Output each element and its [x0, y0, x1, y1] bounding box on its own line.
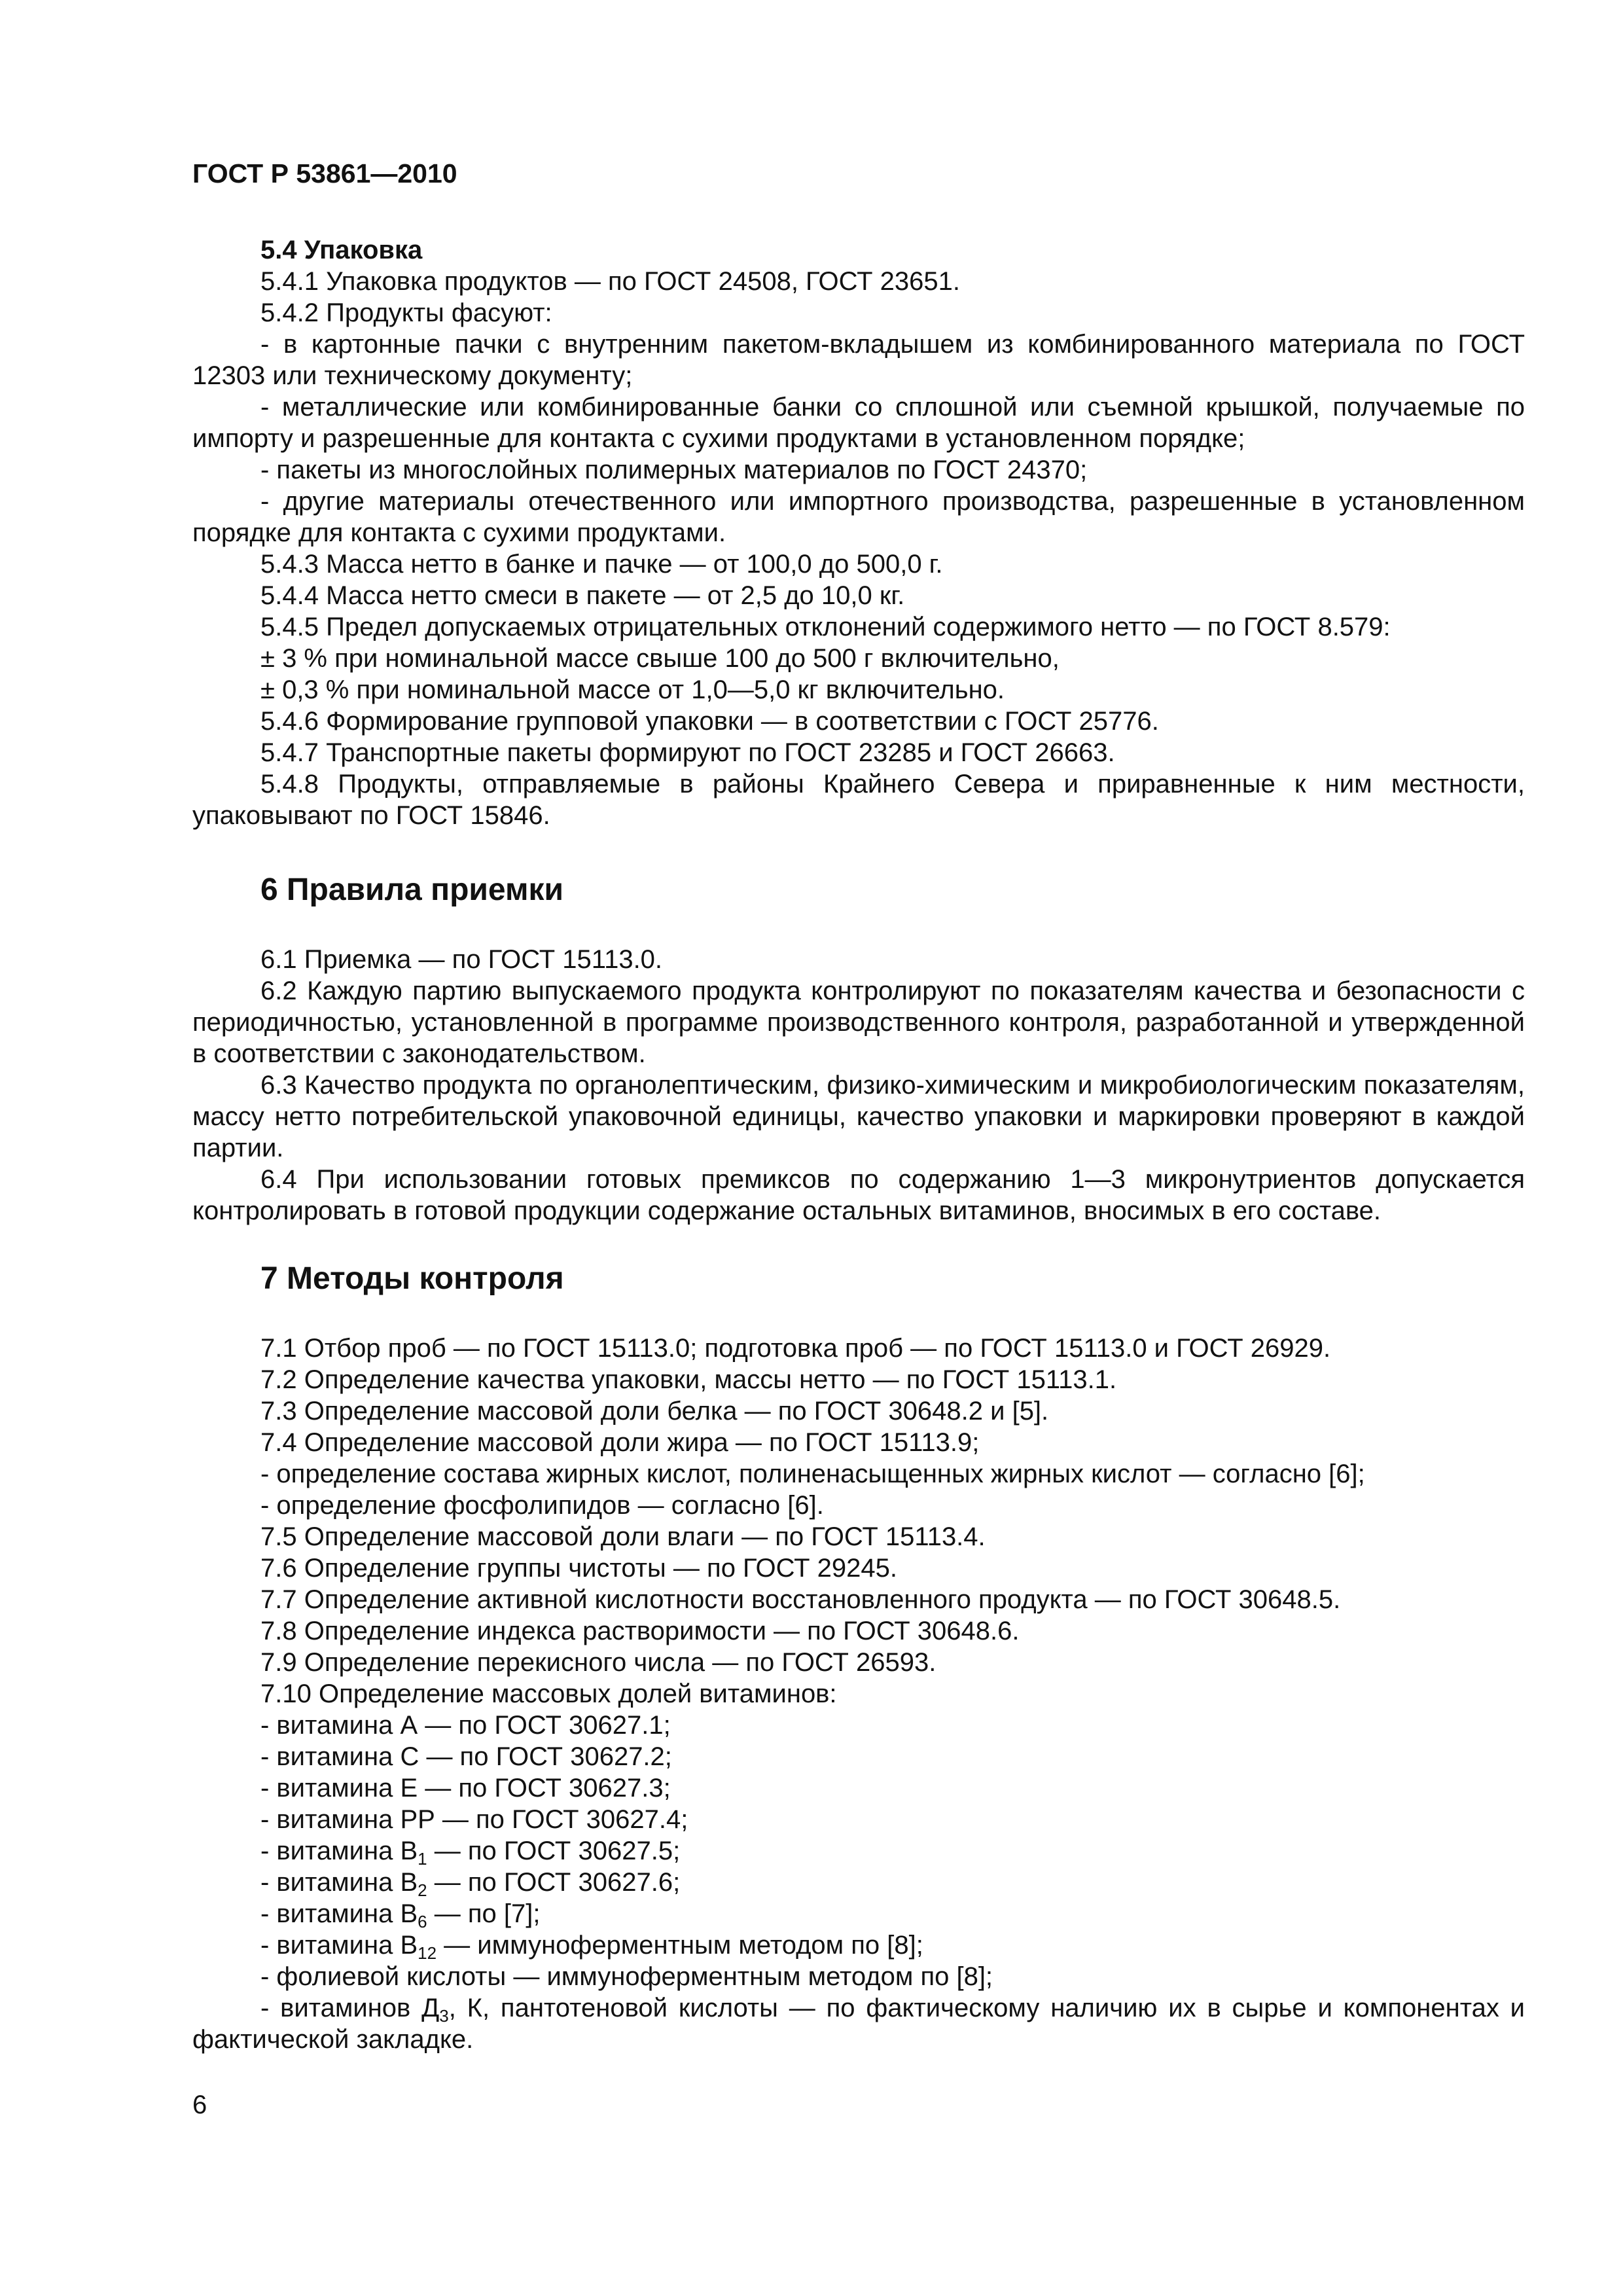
list-item-polymer-bags: - пакеты из многослойных полимерных материалов по ГОСТ 24370; [260, 456, 1088, 484]
paragraph-5-4-6: 5.4.6 Формирование групповой упаковки — в соответствии с ГОСТ 25776. [260, 707, 1159, 736]
tolerance-line-2: ± 0,3 % при номинальной массе от 1,0—5,0 кг включительно. [260, 675, 1005, 704]
vitamin-b2-subscript: 2 [418, 1880, 427, 1900]
subsection-heading-packaging: 5.4 Упаковка [260, 236, 423, 264]
document-page [192, 157, 1525, 2055]
vitamin-b6-subscript: 6 [418, 1912, 427, 1931]
vitamin-b6-suffix: — по [7]; [427, 1899, 541, 1928]
paragraph-6-3: 6.3 Качество продукта по органолептическим, физико-химическим и микробиологическим показателям, массу нетто потребительской упаковочной единицы, качество упаковки и маркировки проверяют в каждой партии. [192, 1071, 1525, 1162]
paragraph-7-8: 7.8 Определение индекса растворимости — по ГОСТ 30648.6. [260, 1617, 1020, 1645]
vitamin-d3-prefix: - витаминов Д [260, 1994, 440, 2022]
vitamin-b12-prefix: - витамина В [260, 1931, 418, 1960]
list-item-phospholipids: - определение фосфолипидов — согласно [6]. [260, 1491, 824, 1520]
paragraph-5-4-1: 5.4.1 Упаковка продуктов — по ГОСТ 24508, ГОСТ 23651. [260, 267, 961, 296]
vitamin-b2-suffix: — по ГОСТ 30627.6; [427, 1868, 681, 1897]
paragraph-5-4-3: 5.4.3 Масса нетто в банке и пачке — от 100,0 до 500,0 г. [260, 550, 943, 579]
paragraph-7-9: 7.9 Определение перекисного числа — по ГОСТ 26593. [260, 1648, 936, 1677]
paragraph-7-2: 7.2 Определение качества упаковки, массы нетто — по ГОСТ 15113.1. [260, 1365, 1117, 1394]
list-item-vitamin-d3 [192, 1992, 1525, 2055]
list-item-other-materials: - другие материалы отечественного или импортного производства, разрешенные в установленном порядке для контакта с сухими продуктами. [192, 487, 1525, 547]
list-item-folic-acid: - фолиевой кислоты — иммуноферментным методом по [8]; [260, 1962, 993, 1991]
vitamin-d3-suffix: , К, пантотеновой кислоты — по фактическому наличию их в сырье и компонентах и фактической закладке. [192, 1994, 1525, 2054]
list-item-vitamin-b2 [192, 1867, 1525, 1898]
list-item-vitamin-c: - витамина С — по ГОСТ 30627.2; [260, 1742, 672, 1771]
paragraph-7-10: 7.10 Определение массовых долей витаминов: [260, 1679, 837, 1708]
vitamin-b2-prefix: - витамина В [260, 1868, 418, 1897]
list-item-vitamin-b12 [192, 1929, 1525, 1961]
list-item-fatty-acids: - определение состава жирных кислот, полиненасыщенных жирных кислот — согласно [6]; [260, 1460, 1365, 1488]
vitamin-b12-suffix: — иммуноферментным методом по [8]; [437, 1931, 923, 1960]
paragraph-7-1: 7.1 Отбор проб — по ГОСТ 15113.0; подготовка проб — по ГОСТ 15113.0 и ГОСТ 26929. [260, 1334, 1331, 1363]
paragraph-5-4-4: 5.4.4 Масса нетто смеси в пакете — от 2,5 до 10,0 кг. [260, 581, 905, 610]
vitamin-b12-subscript: 12 [418, 1943, 437, 1963]
paragraph-6-4: 6.4 При использовании готовых премиксов по содержанию 1—3 микронутриентов допускается контролировать в готовой продукции содержание остальных витаминов, вносимых в его составе. [192, 1165, 1525, 1225]
paragraph-7-4: 7.4 Определение массовой доли жира — по ГОСТ 15113.9; [260, 1428, 980, 1457]
paragraph-5-4-7: 5.4.7 Транспортные пакеты формируют по ГОСТ 23285 и ГОСТ 26663. [260, 738, 1115, 767]
paragraph-7-6: 7.6 Определение группы чистоты — по ГОСТ 29245. [260, 1554, 898, 1583]
vitamin-b6-prefix: - витамина В [260, 1899, 418, 1928]
vitamin-d3-subscript: 3 [439, 2006, 449, 2026]
paragraph-5-4-2: 5.4.2 Продукты фасуют: [260, 298, 552, 327]
paragraph-6-2: 6.2 Каждую партию выпускаемого продукта контролируют по показателям качества и безопасности с периодичностью, установленной в программе производственного контроля, разработанной и утвержденной в соответствии с законодательством. [192, 977, 1525, 1068]
list-item-vitamin-pp: - витамина РР — по ГОСТ 30627.4; [260, 1805, 688, 1834]
paragraph-7-3: 7.3 Определение массовой доли белка — по ГОСТ 30648.2 и [5]. [260, 1397, 1049, 1426]
section-title-acceptance: 6 Правила приемки [260, 872, 564, 907]
list-item-vitamin-b6 [192, 1898, 1525, 1929]
paragraph-7-7: 7.7 Определение активной кислотности восстановленного продукта — по ГОСТ 30648.5. [260, 1585, 1341, 1614]
list-item-cardboard-packs: - в картонные пачки с внутренним пакетом-вкладышем из комбинированного материала по ГОСТ 12303 или техническому документу; [192, 330, 1525, 390]
page-number: 6 [192, 2090, 207, 2119]
list-item-vitamin-e: - витамина Е — по ГОСТ 30627.3; [260, 1774, 671, 1803]
list-item-vitamin-b1 [192, 1835, 1525, 1867]
vitamin-b1-subscript: 1 [418, 1849, 427, 1869]
paragraph-5-4-8: 5.4.8 Продукты, отправляемые в районы Крайнего Севера и приравненные к ним местности, упаковывают по ГОСТ 15846. [192, 770, 1525, 830]
vitamin-b1-suffix: — по ГОСТ 30627.5; [427, 1837, 681, 1865]
list-item-metal-cans: - металлические или комбинированные банки со сплошной или съемной крышкой, получаемые по импорту и разрешенные для контакта с сухими продуктами в установленном порядке; [192, 393, 1525, 453]
vitamin-b1-prefix: - витамина В [260, 1837, 418, 1865]
section-title-control-methods: 7 Методы контроля [260, 1261, 564, 1296]
paragraph-7-5: 7.5 Определение массовой доли влаги — по ГОСТ 15113.4. [260, 1522, 986, 1551]
standard-code-header: ГОСТ Р 53861—2010 [192, 158, 457, 188]
paragraph-5-4-5: 5.4.5 Предел допускаемых отрицательных отклонений содержимого нетто — по ГОСТ 8.579: [260, 613, 1391, 641]
paragraph-6-1: 6.1 Приемка — по ГОСТ 15113.0. [260, 945, 663, 974]
list-item-vitamin-a: - витамина А — по ГОСТ 30627.1; [260, 1711, 671, 1740]
tolerance-line-1: ± 3 % при номинальной массе свыше 100 до 500 г включительно, [260, 644, 1060, 673]
